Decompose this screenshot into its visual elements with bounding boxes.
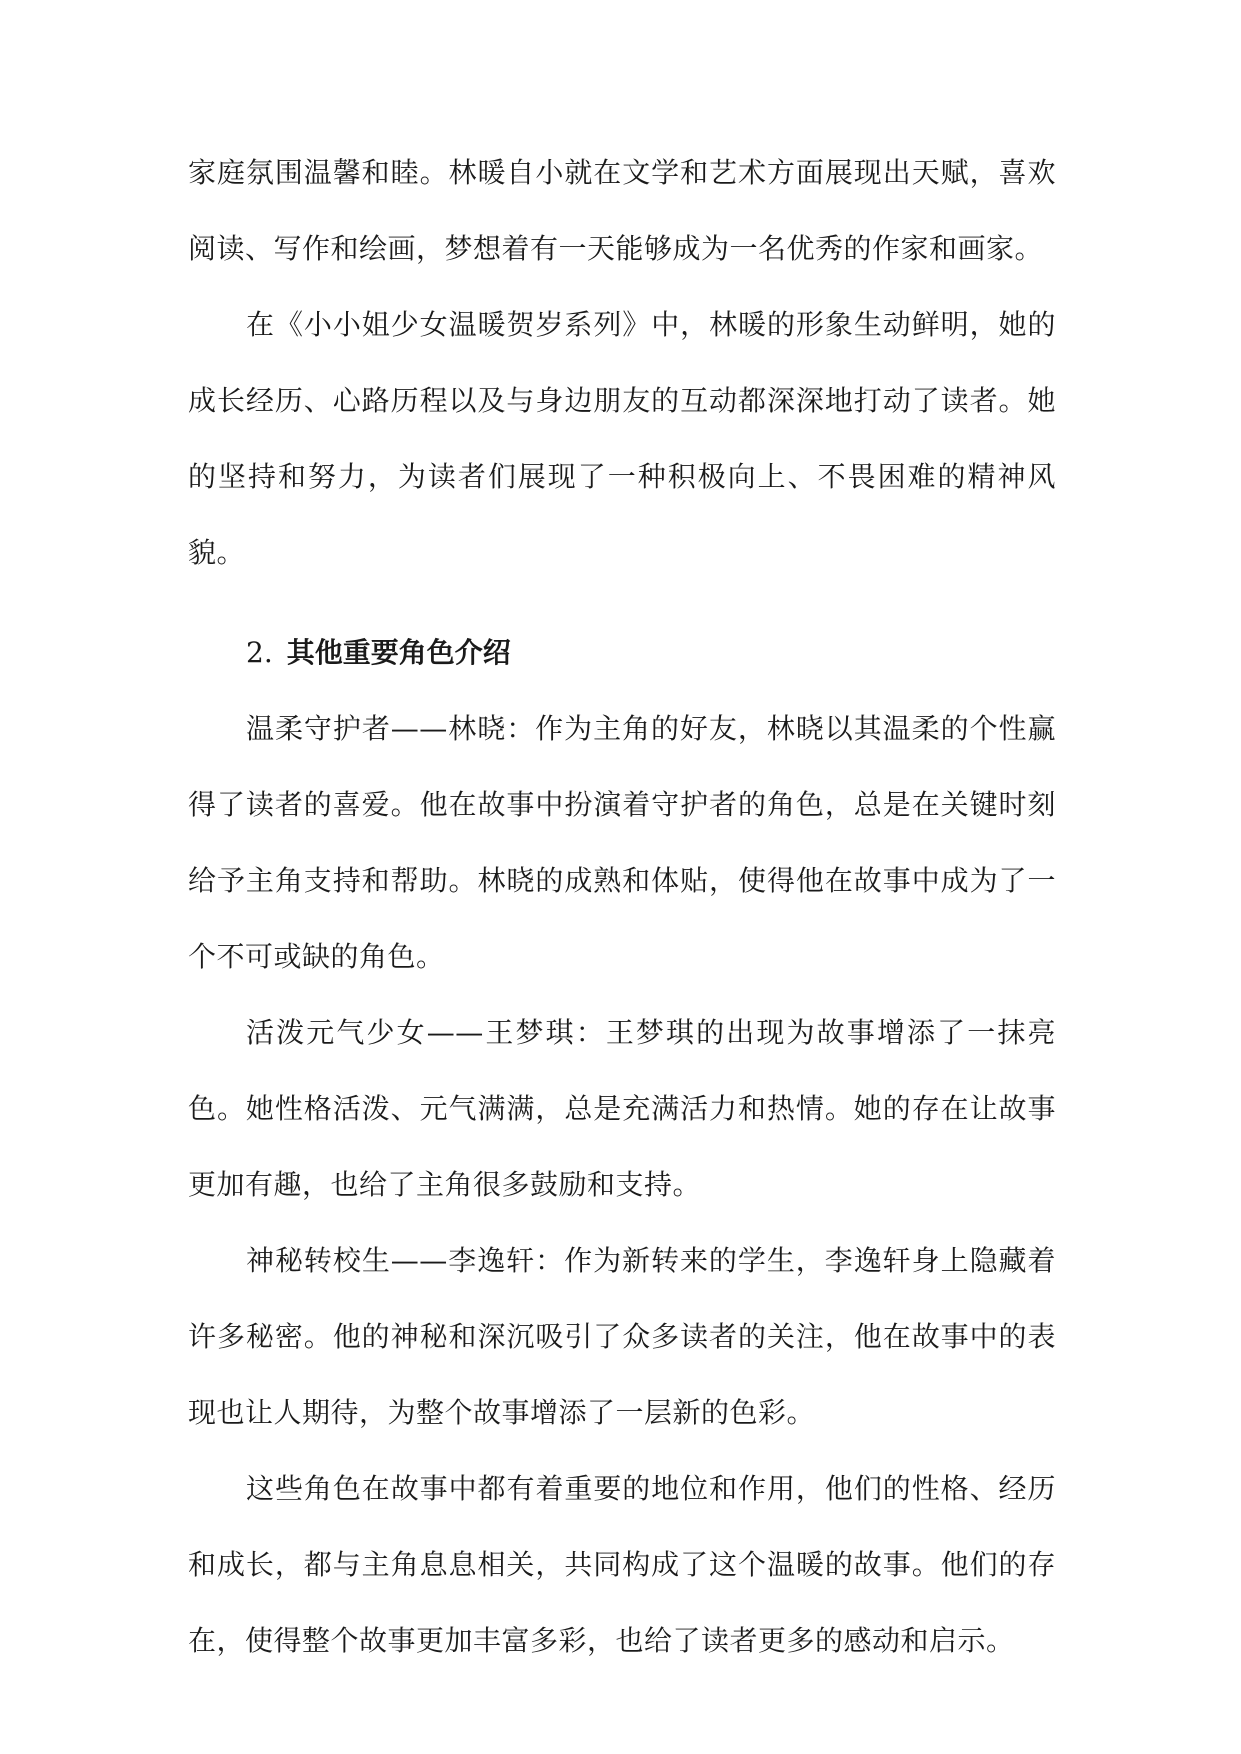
section-heading [188,615,1056,691]
paragraph-summary: 这些角色在故事中都有着重要的地位和作用，他们的性格、经历和成长，都与主角息息相关，共同构成了这个温暖的故事。他们的存在，使得整个故事更加丰富多彩，也给了读者更多的感动和启示。 [188,1472,1056,1657]
section-title: 其他重要角色介绍 [286,636,511,669]
document-page [188,135,1056,1679]
paragraph-lin-nuan-image: 在《小小姐少女温暖贺岁系列》中，林暖的形象生动鲜明，她的成长经历、心路历程以及与身边朋友的互动都深深地打动了读者。她的坚持和努力，为读者们展现了一种积极向上、不畏困难的精神风貌。 [188,308,1056,569]
section-number: 2. [246,636,273,669]
paragraph-lin-xiao: 温柔守护者——林晓：作为主角的好友，林晓以其温柔的个性赢得了读者的喜爱。他在故事中扮演着守护者的角色，总是在关键时刻给予主角支持和帮助。林晓的成熟和体贴，使得他在故事中成为了一个不可或缺的角色。 [188,712,1056,973]
paragraph-family-background: 家庭氛围温馨和睦。林暖自小就在文学和艺术方面展现出天赋，喜欢阅读、写作和绘画，梦想着有一天能够成为一名优秀的作家和画家。 [188,156,1056,265]
paragraph-wang-mengqi: 活泼元气少女——王梦琪：王梦琪的出现为故事增添了一抹亮色。她性格活泼、元气满满，总是充满活力和热情。她的存在让故事更加有趣，也给了主角很多鼓励和支持。 [188,1016,1056,1201]
paragraph-li-yixuan: 神秘转校生——李逸轩：作为新转来的学生，李逸轩身上隐藏着许多秘密。他的神秘和深沉吸引了众多读者的关注，他在故事中的表现也让人期待，为整个故事增添了一层新的色彩。 [188,1244,1056,1429]
